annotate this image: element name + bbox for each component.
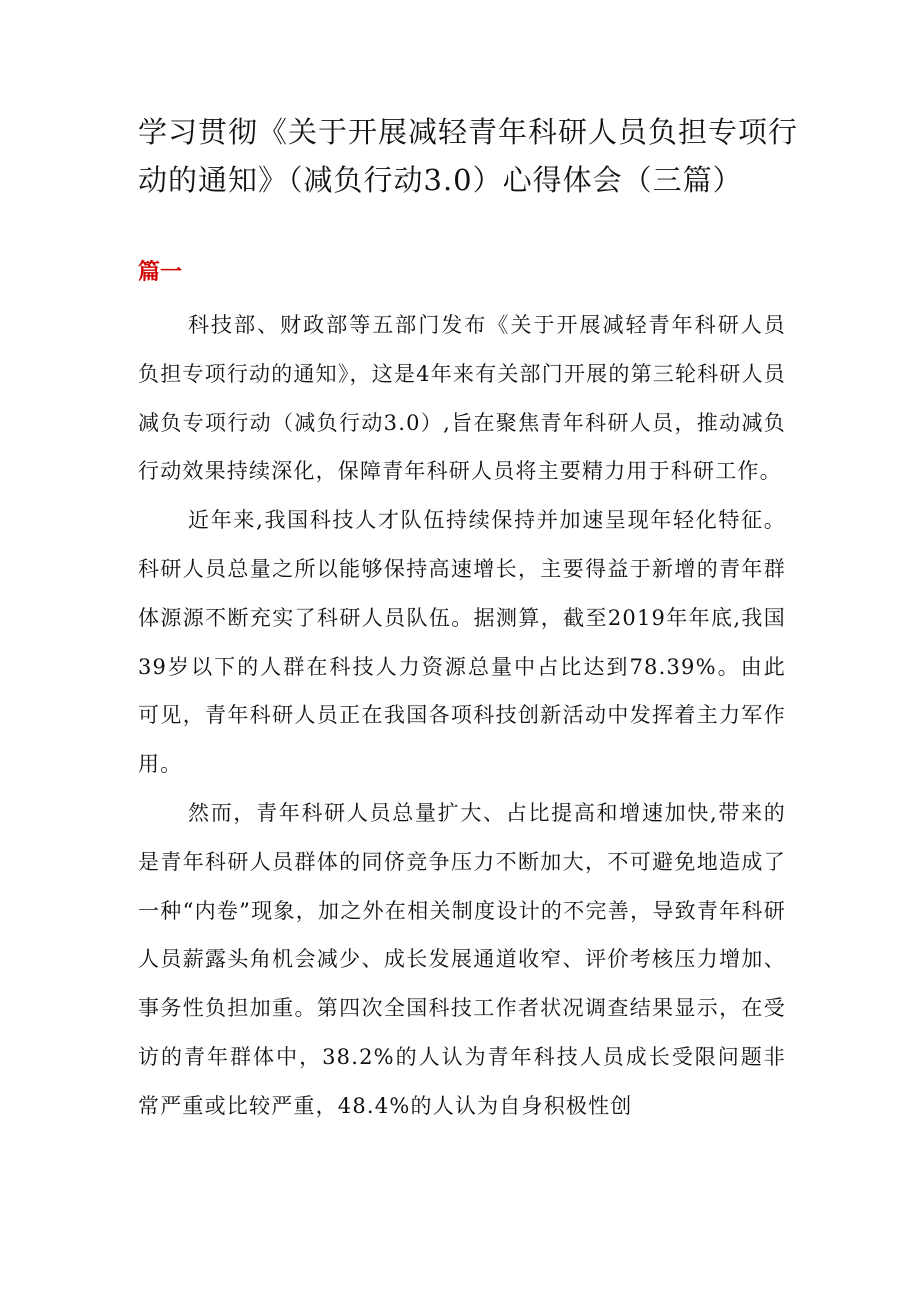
document-body: [138, 301, 786, 1131]
document-title: 学习贯彻《关于开展减轻青年科研人员负担专项行动的通知》（减负行动3.0）心得体会（三篇）: [138, 115, 799, 197]
section-heading: 篇一: [138, 259, 183, 285]
paragraph-1: 科技部、财政部等五部门发布《关于开展减轻青年科研人员负担专项行动的通知》，这是4年来有关部门开展的第三轮科研人员减负专项行动（减负行动3.0）,旨在聚焦青年科研人员，推动减负行动效果持续深化，保障青年科研人员将主要精力用于科研工作。: [138, 313, 786, 484]
paragraph-3: 然而，青年科研人员总量扩大、占比提高和增速加快,带来的是青年科研人员群体的同侪竞争压力不断加大，不可避免地造成了一种“内卷”现象，加之外在相关制度设计的不完善，导致青年科研人员薪露头角机会减少、成长发展通道收窄、评价考核压力增加、事务性负担加重。第四次全国科技工作者状况调查结果显示，在受访的青年群体中，38.2%的人认为青年科技人员成长受限问题非常严重或比较严重，48.4%的人认为自身积极性创: [138, 800, 786, 1118]
paragraph-2: 近年来,我国科技人才队伍持续保持并加速呈现年轻化特征。科研人员总量之所以能够保持高速增长，主要得益于新增的青年群体源源不断充实了科研人员队伍。据测算，截至2019年年底,我国39岁以下的人群在科技人力资源总量中占比达到78.39%。由此可见，青年科研人员正在我国各项科技创新活动中发挥着主力军作用。: [138, 508, 786, 777]
